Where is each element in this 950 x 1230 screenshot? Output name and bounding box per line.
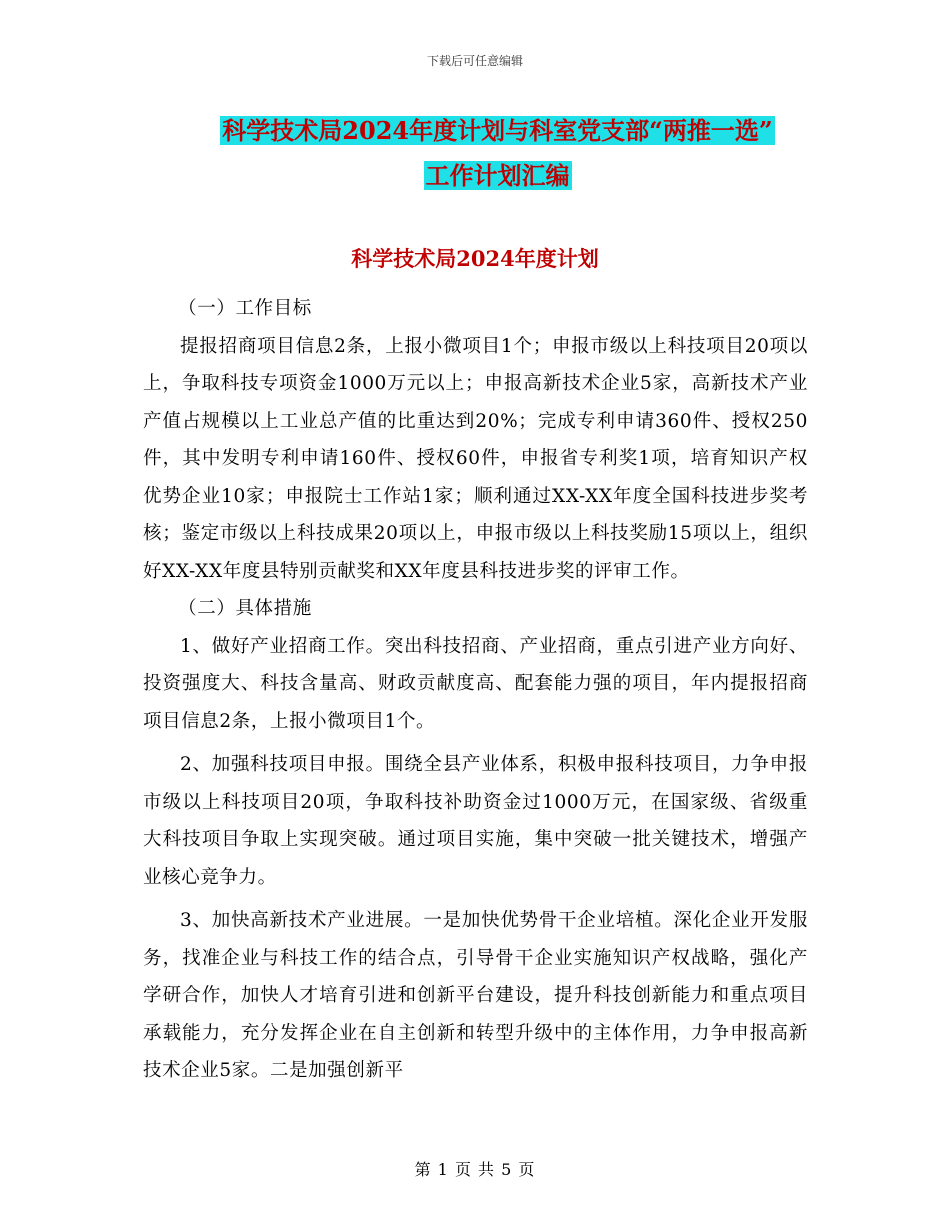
paragraph-goals: 提报招商项目信息2条，上报小微项目1个；申报市级以上科技项目20项以上，争取科技专项资金1000万元以上；申报高新技术企业5家，高新技术产业产值占规模以上工业总产值的比重达到20%；完成专利申请360件、授权250件，其中发明专利申请160件、授权60件，申报省专利奖1项，培育知识产权优势企业10家；申报院士工作站1家；顺利通过XX-XX年度全国科技进步奖考核；鉴定市级以上科技成果20项以上，申报市级以上科技奖励15项以上，组织好XX-XX年度县特别贡献奖和XX年度县科技进步奖的评审工作。: [143, 335, 808, 582]
subheading-goals: （一）工作目标: [178, 298, 312, 319]
page-header: 下载后可任意编辑: [426, 54, 523, 68]
document-title-line-1: [185, 109, 810, 153]
section-title: 科学技术局2024年度计划: [351, 246, 599, 271]
paragraph-measure-1: 1、做好产业招商工作。突出科技招商、产业招商，重点引进产业方向好、投资强度大、科技含量高、财政贡献度高、配套能力强的项目，年内提报招商项目信息2条，上报小微项目1个。: [143, 635, 808, 732]
page-number-footer: 第 1 页 共 5 页: [414, 1160, 536, 1179]
paragraph-measure-3: 3、加快高新技术产业进展。一是加快优势骨干企业培植。深化企业开发服务，找准企业与科技工作的结合点，引导骨干企业实施知识产权战略，强化产学研合作，加快人才培育引进和创新平台建设，提升科技创新能力和重点项目承载能力，充分发挥企业在自主创新和转型升级中的主体作用，力争申报高新技术企业5家。二是加强创新平: [143, 910, 808, 1081]
subheading-measures: （二）具体措施: [178, 598, 312, 619]
paragraph-measure-2: 2、加强科技项目申报。围绕全县产业体系，积极申报科技项目，力争申报市级以上科技项目20项，争取科技补助资金过1000万元，在国家级、省级重大科技项目争取上实现突破。通过项目实施，集中突破一批关键技术，增强产业核心竞争力。: [143, 754, 808, 888]
document-title-line-2: [185, 154, 810, 198]
document-title-line-2-text: 工作计划汇编: [425, 161, 570, 190]
document-body: [143, 290, 808, 1090]
document-title-line-1-text: 科学技术局2024年度计划与科室党支部“两推一选”: [222, 116, 773, 145]
